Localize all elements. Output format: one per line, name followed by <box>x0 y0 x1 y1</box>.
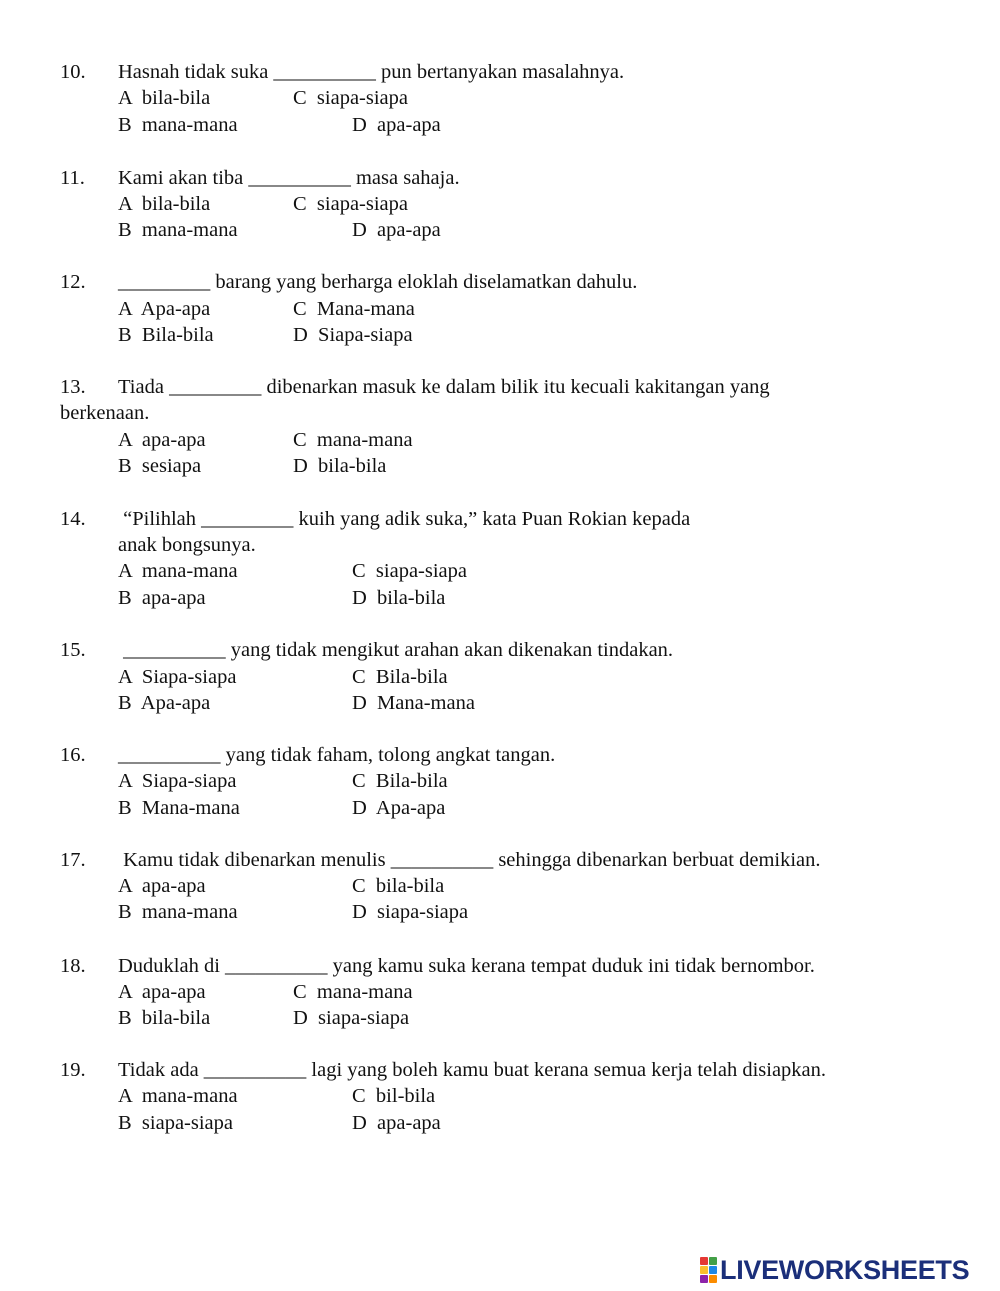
option-a: A apa-apa <box>118 981 206 1003</box>
logo-block <box>709 1275 717 1283</box>
option-b: B mana-mana <box>118 114 238 136</box>
logo-block <box>709 1266 717 1274</box>
option-c: C bila-bila <box>352 875 445 897</box>
option-d: D siapa-siapa <box>293 1007 410 1029</box>
question-number: 17. <box>60 849 86 871</box>
option-a: A mana-mana <box>118 560 238 582</box>
question-number: 16. <box>60 744 86 766</box>
option-a: A bila-bila <box>118 87 211 109</box>
option-a: A Siapa-siapa <box>118 666 237 688</box>
option-d: D apa-apa <box>352 219 441 241</box>
option-a: A bila-bila <box>118 193 211 215</box>
logo-block <box>700 1266 708 1274</box>
logo-block <box>700 1257 708 1265</box>
option-b: B sesiapa <box>118 455 202 477</box>
option-c: C bil-bila <box>352 1085 436 1107</box>
question-number: 13. <box>60 376 86 398</box>
question-number: 19. <box>60 1059 86 1081</box>
option-b: B bila-bila <box>118 1007 211 1029</box>
logo-blocks-icon <box>700 1257 717 1283</box>
option-c: C Bila-bila <box>352 666 448 688</box>
question-stem: Duduklah di __________ yang kamu suka kerana tempat duduk ini tidak bernombor. <box>118 955 815 977</box>
question-stem: Kami akan tiba __________ masa sahaja. <box>118 167 460 189</box>
option-b: B mana-mana <box>118 901 238 923</box>
option-a: A Apa-apa <box>118 298 211 320</box>
question-stem: Tiada _________ dibenarkan masuk ke dalam bilik itu kecuali kakitangan yang <box>118 376 770 398</box>
liveworksheets-logo <box>700 1256 969 1284</box>
question-stem: _________ barang yang berharga eloklah diselamatkan dahulu. <box>118 271 638 293</box>
option-c: C siapa-siapa <box>293 87 408 109</box>
option-d: D apa-apa <box>352 114 441 136</box>
option-b: B Apa-apa <box>118 692 211 714</box>
question-number: 10. <box>60 61 86 83</box>
option-d: D bila-bila <box>352 587 446 609</box>
option-c: C siapa-siapa <box>293 193 408 215</box>
question-number: 12. <box>60 271 86 293</box>
question-stem: Kamu tidak dibenarkan menulis __________ sehingga dibenarkan berbuat demikian. <box>118 849 821 871</box>
question-stem-continued: berkenaan. <box>60 402 150 424</box>
logo-block <box>709 1257 717 1265</box>
option-d: D Apa-apa <box>352 797 446 819</box>
option-b: B Bila-bila <box>118 324 214 346</box>
question-stem: __________ yang tidak faham, tolong angkat tangan. <box>118 744 556 766</box>
option-d: D Siapa-siapa <box>293 324 413 346</box>
option-a: A apa-apa <box>118 875 206 897</box>
question-stem: “Pilihlah _________ kuih yang adik suka,” kata Puan Rokian kepada <box>118 508 691 530</box>
option-b: B siapa-siapa <box>118 1112 233 1134</box>
option-d: D bila-bila <box>293 455 387 477</box>
question-number: 14. <box>60 508 86 530</box>
option-a: A apa-apa <box>118 429 206 451</box>
option-d: D Mana-mana <box>352 692 475 714</box>
question-stem-continued: anak bongsunya. <box>118 534 256 556</box>
option-a: A mana-mana <box>118 1085 238 1107</box>
question-stem: __________ yang tidak mengikut arahan akan dikenakan tindakan. <box>118 639 674 661</box>
question-stem: Tidak ada __________ lagi yang boleh kamu buat kerana semua kerja telah disiapkan. <box>118 1059 827 1081</box>
option-a: A Siapa-siapa <box>118 770 237 792</box>
question-number: 15. <box>60 639 86 661</box>
option-c: C mana-mana <box>293 981 413 1003</box>
question-number: 11. <box>60 167 85 189</box>
logo-text: LIVEWORKSHEETS <box>720 1254 970 1285</box>
option-d: D siapa-siapa <box>352 901 469 923</box>
question-stem: Hasnah tidak suka __________ pun bertanyakan masalahnya. <box>118 61 625 83</box>
option-b: B Mana-mana <box>118 797 240 819</box>
option-c: C Bila-bila <box>352 770 448 792</box>
option-b: B mana-mana <box>118 219 238 241</box>
option-c: C siapa-siapa <box>352 560 467 582</box>
logo-block <box>700 1275 708 1283</box>
option-c: C Mana-mana <box>293 298 415 320</box>
option-c: C mana-mana <box>293 429 413 451</box>
option-d: D apa-apa <box>352 1112 441 1134</box>
option-b: B apa-apa <box>118 587 206 609</box>
question-number: 18. <box>60 955 86 977</box>
